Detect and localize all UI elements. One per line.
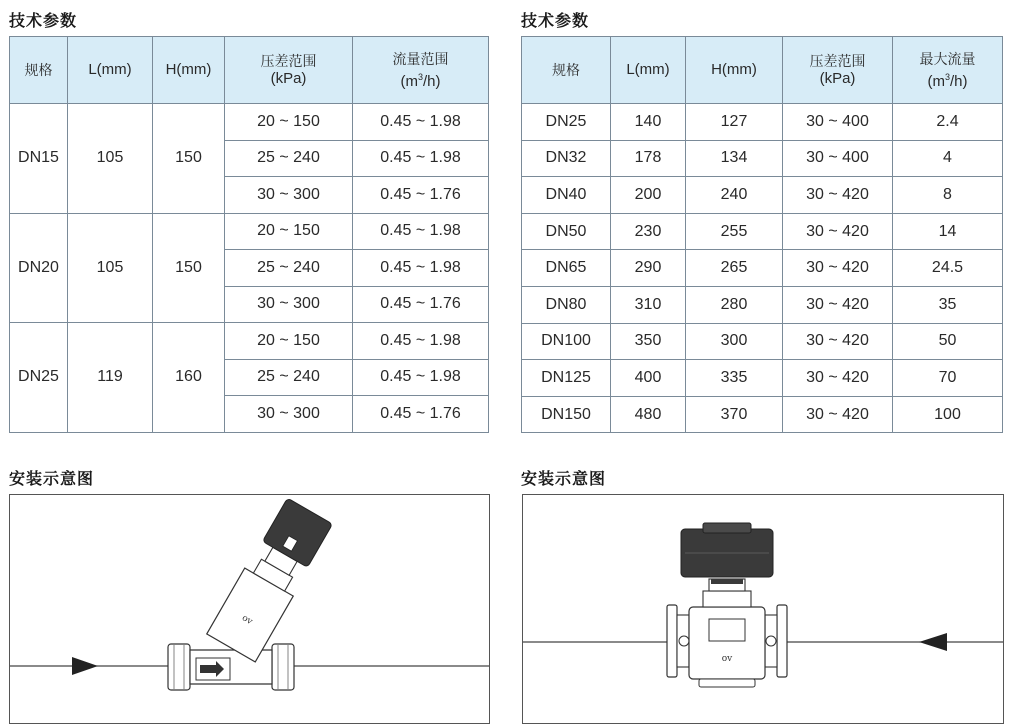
table-row (522, 250, 1003, 287)
table-row (10, 104, 489, 141)
spec-cell: DN150 (522, 396, 611, 433)
height-cell: 150 (153, 104, 225, 214)
flow-cell: 0.45 ~ 1.98 (353, 359, 489, 396)
length-cell: 400 (611, 360, 686, 397)
length-cell: 119 (68, 323, 153, 433)
table-row (10, 213, 489, 250)
spec-cell: DN25 (522, 104, 611, 141)
header-pressure-range: 压差范围 (kPa) (225, 37, 353, 104)
flow-cell: 0.45 ~ 1.76 (353, 286, 489, 323)
pressure-cell: 30 ~ 300 (225, 286, 353, 323)
flanged-valve-illustration (523, 495, 1003, 723)
flow-arrow-icon (72, 657, 98, 675)
spec-cell: DN25 (10, 323, 68, 433)
pressure-cell: 30 ~ 420 (783, 360, 893, 397)
pressure-cell: 30 ~ 420 (783, 177, 893, 214)
right-spec-table (521, 36, 1003, 433)
max-flow-cell: 50 (893, 323, 1003, 360)
table-row (522, 213, 1003, 250)
length-cell: 350 (611, 323, 686, 360)
inlet-nut (168, 644, 190, 690)
height-cell: 240 (686, 177, 783, 214)
length-cell: 140 (611, 104, 686, 141)
header-max-flow: 最大流量 $(m^3/h)$ (893, 37, 1003, 104)
right-install-title: 安装示意图 (521, 469, 607, 488)
pressure-cell: 30 ~ 420 (783, 286, 893, 323)
spec-cell: DN40 (522, 177, 611, 214)
table-header-row (10, 37, 489, 104)
flow-cell: 0.45 ~ 1.98 (353, 250, 489, 287)
pressure-cell: 30 ~ 400 (783, 104, 893, 141)
pressure-cell: 30 ~ 300 (225, 177, 353, 214)
height-cell: 335 (686, 360, 783, 397)
header-pressure-range: 压差范围 (kPa) (783, 37, 893, 104)
pressure-cell: 30 ~ 420 (783, 323, 893, 360)
valve-label: ov (239, 613, 255, 628)
spec-cell: DN80 (522, 286, 611, 323)
length-cell: 480 (611, 396, 686, 433)
outlet-nut (272, 644, 294, 690)
valve-label: ov (721, 654, 733, 664)
spec-cell: DN65 (522, 250, 611, 287)
header-height: H(mm) (153, 37, 225, 104)
height-cell: 127 (686, 104, 783, 141)
y-type-valve-illustration (10, 495, 489, 723)
right-spec-title: 技术参数 (521, 11, 590, 30)
pressure-cell: 30 ~ 420 (783, 250, 893, 287)
left-install-diagram (9, 494, 490, 724)
pressure-cell: 25 ~ 240 (225, 140, 353, 177)
pressure-cell: 30 ~ 300 (225, 396, 353, 433)
table-row (522, 396, 1003, 433)
flow-cell: 0.45 ~ 1.98 (353, 140, 489, 177)
height-cell: 370 (686, 396, 783, 433)
max-flow-cell: 8 (893, 177, 1003, 214)
length-cell: 105 (68, 104, 153, 214)
left-flange (667, 605, 677, 677)
table-row (522, 360, 1003, 397)
valve-body (689, 607, 765, 679)
right-install-diagram (522, 494, 1004, 724)
height-cell: 160 (153, 323, 225, 433)
max-flow-cell: 35 (893, 286, 1003, 323)
spec-cell: DN100 (522, 323, 611, 360)
spec-cell: DN125 (522, 360, 611, 397)
pressure-cell: 30 ~ 420 (783, 396, 893, 433)
pressure-cell: 30 ~ 420 (783, 213, 893, 250)
max-flow-cell: 2.4 (893, 104, 1003, 141)
flow-cell: 0.45 ~ 1.76 (353, 396, 489, 433)
length-cell: 105 (68, 213, 153, 323)
max-flow-cell: 4 (893, 140, 1003, 177)
pressure-cell: 20 ~ 150 (225, 323, 353, 360)
pressure-cell: 25 ~ 240 (225, 250, 353, 287)
height-cell: 265 (686, 250, 783, 287)
flow-cell: 0.45 ~ 1.98 (353, 323, 489, 360)
spec-cell: DN50 (522, 213, 611, 250)
max-flow-cell: 100 (893, 396, 1003, 433)
height-cell: 255 (686, 213, 783, 250)
flow-arrow-icon (919, 633, 947, 651)
header-flow-range: 流量范围 $(m^3/h)$ (353, 37, 489, 104)
spec-cell: DN15 (10, 104, 68, 214)
right-flange (777, 605, 787, 677)
pressure-cell: 25 ~ 240 (225, 359, 353, 396)
header-spec: 规格 (522, 37, 611, 104)
length-cell: 290 (611, 250, 686, 287)
left-spec-title: 技术参数 (9, 11, 78, 30)
pressure-cell: 20 ~ 150 (225, 104, 353, 141)
table-row (522, 286, 1003, 323)
pressure-cell: 20 ~ 150 (225, 213, 353, 250)
table-row (522, 323, 1003, 360)
table-header-row (522, 37, 1003, 104)
pressure-cell: 30 ~ 400 (783, 140, 893, 177)
spec-cell: DN20 (10, 213, 68, 323)
length-cell: 200 (611, 177, 686, 214)
flow-cell: 0.45 ~ 1.98 (353, 104, 489, 141)
flow-cell: 0.45 ~ 1.98 (353, 213, 489, 250)
height-cell: 134 (686, 140, 783, 177)
height-cell: 280 (686, 286, 783, 323)
length-cell: 230 (611, 213, 686, 250)
max-flow-cell: 70 (893, 360, 1003, 397)
max-flow-cell: 24.5 (893, 250, 1003, 287)
table-row (522, 140, 1003, 177)
header-length: L(mm) (68, 37, 153, 104)
table-row (10, 323, 489, 360)
height-cell: 300 (686, 323, 783, 360)
height-cell: 150 (153, 213, 225, 323)
header-length: L(mm) (611, 37, 686, 104)
table-row (522, 177, 1003, 214)
flow-cell: 0.45 ~ 1.76 (353, 177, 489, 214)
header-height: H(mm) (686, 37, 783, 104)
table-row (522, 104, 1003, 141)
left-spec-table (9, 36, 489, 433)
header-spec: 规格 (10, 37, 68, 104)
left-install-title: 安装示意图 (9, 469, 95, 488)
max-flow-cell: 14 (893, 213, 1003, 250)
spec-cell: DN32 (522, 140, 611, 177)
length-cell: 310 (611, 286, 686, 323)
length-cell: 178 (611, 140, 686, 177)
